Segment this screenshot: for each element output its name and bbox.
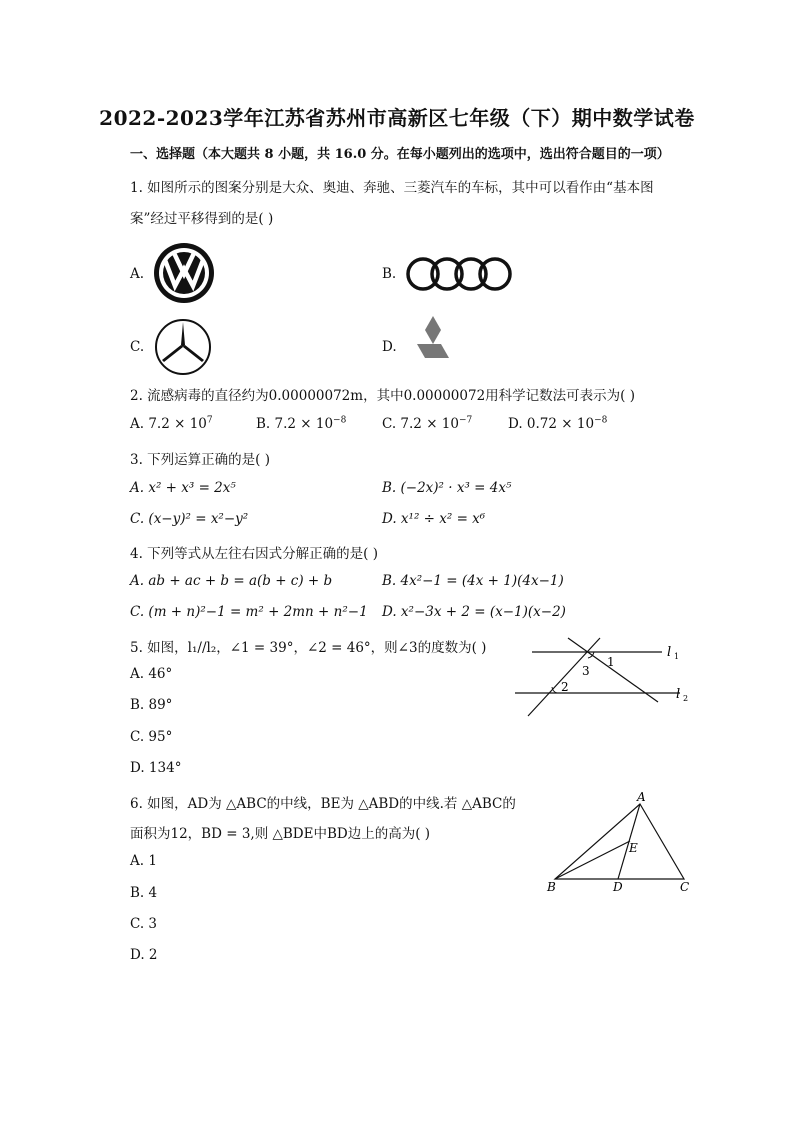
q6-text-line2: 面积为12，BD = 3,则 △BDE中BD边上的高为( ) [130, 826, 431, 842]
label-l1-sub: 1 [674, 652, 680, 661]
q2-option-b: B. $7.2 \times 10^{-8}$ [256, 415, 347, 432]
q5-option-a: A. 46° [130, 666, 173, 682]
mitsubishi-logo [410, 316, 456, 360]
q3-option-c: C. (x−y)² = x²−y² [130, 511, 249, 527]
q6-option-a: A. 1 [130, 853, 157, 869]
point-e-label: E [629, 841, 638, 855]
q1-option-c-label: C. [130, 339, 145, 355]
q1-option-d-label: D. [382, 339, 397, 355]
q5-option-c: C. 95° [130, 729, 173, 745]
vertex-c-label: C [680, 880, 690, 894]
q6-option-b: B. 4 [130, 885, 158, 901]
q3-option-a: A. x² + x³ = 2x⁵ [130, 480, 236, 496]
q4-text: 4. 下列等式从左往右因式分解正确的是( ) [130, 546, 378, 562]
point-d-label: D [613, 880, 623, 894]
q4-option-b: B. 4x²−1 = (4x + 1)(4x−1) [382, 573, 564, 589]
q6-triangle-figure [540, 790, 700, 895]
vertex-b-label: B [547, 880, 556, 894]
volkswagen-logo [153, 242, 215, 304]
angle-2-label: 2 [561, 680, 569, 694]
label-l1: l [667, 645, 672, 660]
q3-option-d: D. x¹² ÷ x² = x⁶ [382, 511, 486, 527]
section-heading: 一、选择题（本大题共 8 小题，共 16.0 分。在每小题列出的选项中，选出符合题目的一项） [130, 147, 670, 162]
angle-3-label: 3 [582, 664, 590, 678]
q6-text-line1: 6. 如图，AD为 △ABC的中线，BE为 △ABD的中线.若 △ABC的 [130, 796, 516, 812]
triangle-abc [555, 804, 684, 879]
q2-option-c: C. $7.2 \times 10^{-7}$ [382, 415, 473, 432]
q5-option-d: D. 134° [130, 760, 182, 776]
angle-1-label: 1 [607, 655, 615, 669]
q3-option-b: B. (−2x)² · x³ = 4x⁵ [382, 480, 512, 496]
q4-option-a: A. ab + ac + b = a(b + c) + b [130, 573, 333, 589]
audi-logo [404, 255, 512, 293]
q1-text-line2: 案”经过平移得到的是( ) [130, 211, 274, 227]
q2-text: 2. 流感病毒的直径约为0.00000072m，其中0.00000072用科学记数法可表示为( ) [130, 388, 635, 404]
q1-option-b-label: B. [382, 266, 397, 282]
q2-option-a: A. $7.2 \times 10^7$ [130, 415, 213, 432]
q6-option-d: D. 2 [130, 947, 158, 963]
q4-option-c: C. (m + n)²−1 = m² + 2mn + n²−1 [130, 604, 368, 620]
q6-option-c: C. 3 [130, 916, 158, 932]
q1-option-a-label: A. [130, 266, 145, 282]
vertex-a-label: A [637, 790, 646, 804]
page-title: 2022-2023学年江苏省苏州市高新区七年级（下）期中数学试卷 [99, 106, 695, 130]
q1-text-line1: 1. 如图所示的图案分别是大众、奥迪、奔驰、三菱汽车的车标，其中可以看作由“基本图 [130, 180, 654, 196]
q2-option-d: D. $0.72 \times 10^{-8}$ [508, 415, 608, 432]
q3-text: 3. 下列运算正确的是( ) [130, 452, 270, 468]
label-l2-sub: 2 [683, 694, 689, 703]
mercedes-logo [154, 318, 212, 376]
q5-parallel-lines-figure [510, 630, 700, 720]
q5-text: 5. 如图，l₁//l₂，∠1 = 39°，∠2 = 46°，则∠3的度数为( ) [130, 640, 487, 656]
q4-option-d: D. x²−3x + 2 = (x−1)(x−2) [382, 604, 566, 620]
label-l2: l [676, 687, 681, 702]
q5-option-b: B. 89° [130, 697, 173, 713]
